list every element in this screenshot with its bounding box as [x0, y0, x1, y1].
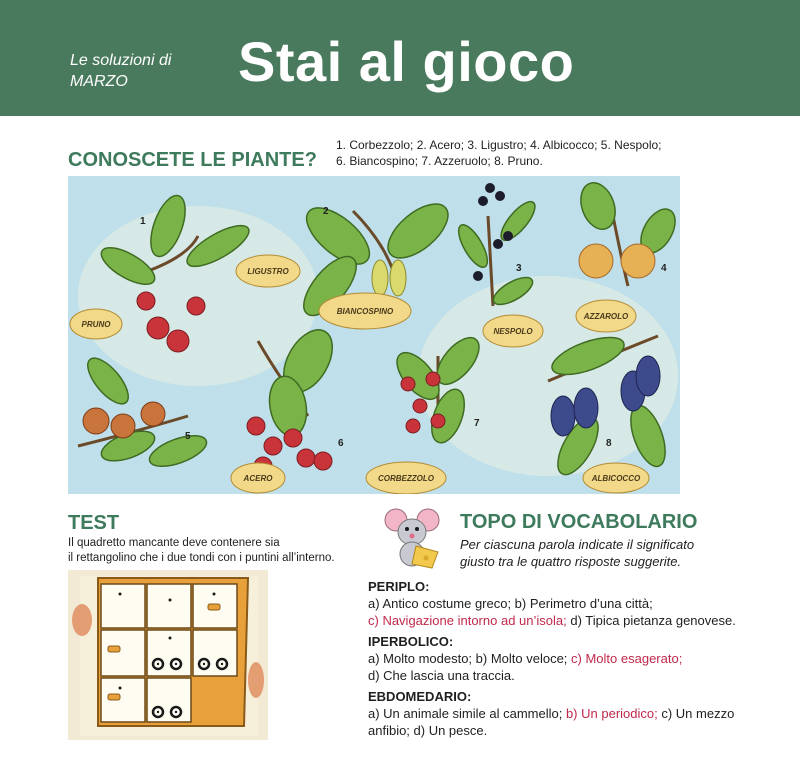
puzzle-drawing — [68, 570, 268, 740]
test-line-2: il rettangolino che i due tondi con i puntini all’interno. — [68, 552, 335, 564]
test-solution — [68, 536, 368, 566]
vocab-periplo-line-1: a) Antico costume greco; b) Perimetro d’una città; — [368, 596, 653, 611]
vocab-iperbolico-options-ab: a) Molto modesto; b) Molto veloce; — [368, 651, 572, 666]
vocab-word-iperbolico: IPERBOLICO: — [368, 634, 454, 649]
vocab-iperbolico-line-2: d) Che lascia una traccia. — [368, 668, 515, 683]
plant-number-2: 2 — [323, 206, 329, 217]
vocab-word-ebdomedario: EBDOMEDARIO: — [368, 689, 472, 704]
label-biancospino: BIANCOSPINO — [336, 307, 394, 316]
vocab-ebdomedario-line-1 — [368, 705, 788, 722]
plant-number-8: 8 — [606, 438, 612, 449]
mouse-drawing — [382, 506, 442, 570]
plants-answer — [336, 137, 696, 169]
plants-answer-line-1: 1. Corbezzolo; 2. Acero; 3. Ligustro; 4. Albicocco; 5. Nespolo; — [336, 138, 662, 152]
topo-instructions-line-2: giusto tra le quattro risposte suggerite. — [460, 554, 682, 569]
plant-number-6: 6 — [338, 438, 344, 449]
vocab-iperbolico-answer: c) Molto esagerato; — [571, 651, 683, 666]
label-albicocco: ALBICOCCO — [591, 474, 641, 483]
header-banner — [0, 0, 800, 116]
vocab-periplo-answer: c) Navigazione intorno ad un’isola; — [368, 613, 567, 628]
plant-number-5: 5 — [185, 431, 191, 442]
vocab-quiz — [368, 578, 788, 739]
label-acero: ACERO — [243, 474, 273, 483]
label-azzarolo: AZZAROLO — [583, 312, 629, 321]
maple-seeds — [372, 260, 406, 296]
vocab-ebdomedario-option-c: c) Un mezzo — [657, 706, 735, 721]
topo-title: TOPO DI VOCABOLARIO — [460, 511, 698, 533]
plant-number-1: 1 — [140, 216, 146, 227]
vocab-ebdomedario-option-a: a) Un animale simile al cammello; — [368, 706, 566, 721]
apricots — [579, 244, 655, 278]
plant-number-3: 3 — [516, 263, 522, 274]
header-kicker — [70, 50, 171, 92]
kicker-line-1: Le soluzioni di — [70, 52, 172, 69]
label-pruno: PRUNO — [81, 320, 111, 329]
test-line-1: Il quadretto mancante deve contenere sia — [68, 537, 280, 549]
plants-title: CONOSCETE LE PIANTE? — [68, 149, 317, 171]
vocab-iperbolico-line-1 — [368, 650, 788, 667]
test-title: TEST — [68, 512, 120, 534]
vocab-word-periplo: PERIPLO: — [368, 579, 430, 594]
medlars — [83, 402, 165, 438]
page-title: Stai al gioco — [238, 30, 575, 93]
vocab-periplo-option-d: d) Tipica pietanza genovese. — [566, 613, 736, 628]
vocab-periplo-line-2 — [368, 612, 788, 629]
vocab-ebdomedario-answer: b) Un periodico; — [565, 706, 658, 721]
plants-drawing — [68, 176, 680, 494]
vocab-ebdomedario-line-2: anfibio; d) Un pesce. — [368, 723, 488, 738]
topo-instructions — [460, 536, 760, 570]
label-corbezzolo: CORBEZZOLO — [378, 474, 434, 483]
plant-number-7: 7 — [474, 418, 480, 429]
label-ligustro: LIGUSTRO — [247, 267, 289, 276]
plants-illustration — [68, 176, 680, 494]
kicker-line-2: MARZO — [70, 73, 128, 90]
mouse-illustration — [382, 506, 442, 570]
test-puzzle-illustration — [68, 570, 268, 740]
plant-number-4: 4 — [661, 263, 667, 274]
topo-instructions-line-1: Per ciascuna parola indicate il significato — [460, 537, 695, 552]
plants-answer-line-2: 6. Biancospino; 7. Azzeruolo; 8. Pruno. — [336, 154, 543, 168]
label-nespolo: NESPOLO — [493, 327, 533, 336]
